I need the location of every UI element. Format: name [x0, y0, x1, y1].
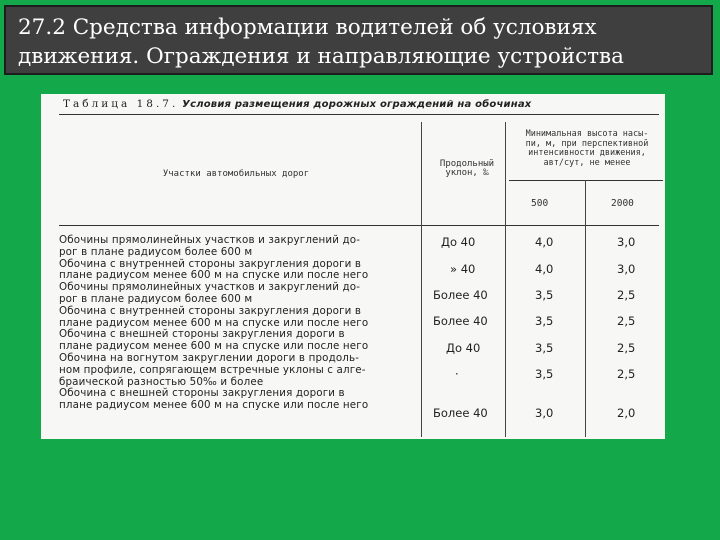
table-body-text	[59, 235, 409, 412]
header-min-height-line-1: Минимальная высота насы-	[525, 129, 649, 139]
h500-cell: 3,5	[535, 341, 554, 355]
slide-title-line-2: движения. Ограждения и направляющие устройства	[18, 44, 624, 69]
slide-title	[4, 5, 713, 75]
header-min-height-line-2: пи, м, при перспективной	[525, 138, 649, 149]
rule-sub-header	[509, 180, 663, 181]
header-min-height-line-4: авт/сут, не менее	[543, 157, 631, 168]
header-slope	[427, 160, 507, 178]
h2000-cell: 3,0	[617, 262, 636, 276]
header-slope-line-1: Продольный	[439, 159, 495, 169]
body-line: Обочины прямолинейных участков и закруглений до-	[59, 281, 361, 294]
header-slope-line-2: уклон, ‰	[445, 168, 489, 178]
body-line: плане радиусом менее 600 м на спуске или после него	[59, 399, 369, 412]
h500-cell: 4,0	[535, 235, 554, 249]
h2000-cell: 2,5	[617, 341, 636, 355]
slope-cell: До 40	[441, 235, 476, 249]
rule-header-bottom	[59, 225, 659, 226]
body-line: Обочина на вогнутом закруглении дороги в продоль-	[59, 351, 360, 364]
body-line: плане радиусом менее 600 м на спуске или после него	[59, 340, 369, 353]
slope-cell: До 40	[446, 341, 481, 355]
header-road-sections: Участки автомобильных дорог	[162, 169, 310, 179]
body-line: браической разностью 50‰ и более	[59, 375, 264, 388]
slope-cell: ·	[455, 367, 459, 381]
slope-cell: Более 40	[433, 314, 488, 328]
table-caption	[63, 98, 531, 110]
rule-top	[59, 114, 659, 115]
table-caption-label: Таблица 18.7.	[63, 98, 179, 110]
body-line: плане радиусом менее 600 м на спуске или после него	[59, 269, 369, 282]
header-min-height-line-3: интенсивности движения,	[528, 148, 646, 158]
rule-col1	[421, 122, 422, 437]
body-line: ном профиле, сопрягающем встречные уклоны с алге-	[59, 363, 366, 376]
body-line: плане радиусом менее 600 м на спуске или после него	[59, 316, 369, 329]
body-line: Обочины прямолинейных участков и закруглений до-	[59, 234, 361, 246]
table-scan	[41, 94, 665, 439]
header-min-height	[509, 130, 665, 168]
h500-cell: 3,0	[535, 406, 554, 420]
h500-cell: 3,5	[535, 288, 554, 302]
header-2000: 2000	[611, 198, 634, 209]
body-line: Обочина с внутренней стороны закругления дороги в	[59, 304, 362, 317]
h500-cell: 3,5	[535, 314, 554, 328]
body-line: Обочина с внутренней стороны закругления дороги в	[59, 257, 362, 270]
table-caption-title: Условия размещения дорожных ограждений на обочинах	[182, 99, 532, 110]
slope-cell: » 40	[450, 262, 476, 276]
h2000-cell: 2,5	[617, 314, 636, 328]
slope-cell: Более 40	[433, 288, 488, 302]
h2000-cell: 2,0	[617, 406, 636, 420]
body-line: Обочина с внешней стороны закругления дороги в	[59, 387, 345, 400]
slide-title-line-1: 27.2 Средства информации водителей об условиях	[18, 15, 597, 40]
rule-col3	[585, 180, 586, 437]
h500-cell: 3,5	[535, 367, 554, 381]
h2000-cell: 2,5	[617, 367, 636, 381]
body-line: рог в плане радиусом более 600 м	[59, 292, 253, 305]
body-line: рог в плане радиусом более 600 м	[59, 245, 253, 258]
slope-cell: Более 40	[433, 406, 488, 420]
h2000-cell: 2,5	[617, 288, 636, 302]
h500-cell: 4,0	[535, 262, 554, 276]
header-500: 500	[531, 198, 549, 209]
body-line: Обочина с внешней стороны закругления дороги в	[59, 328, 345, 341]
h2000-cell: 3,0	[617, 235, 636, 249]
